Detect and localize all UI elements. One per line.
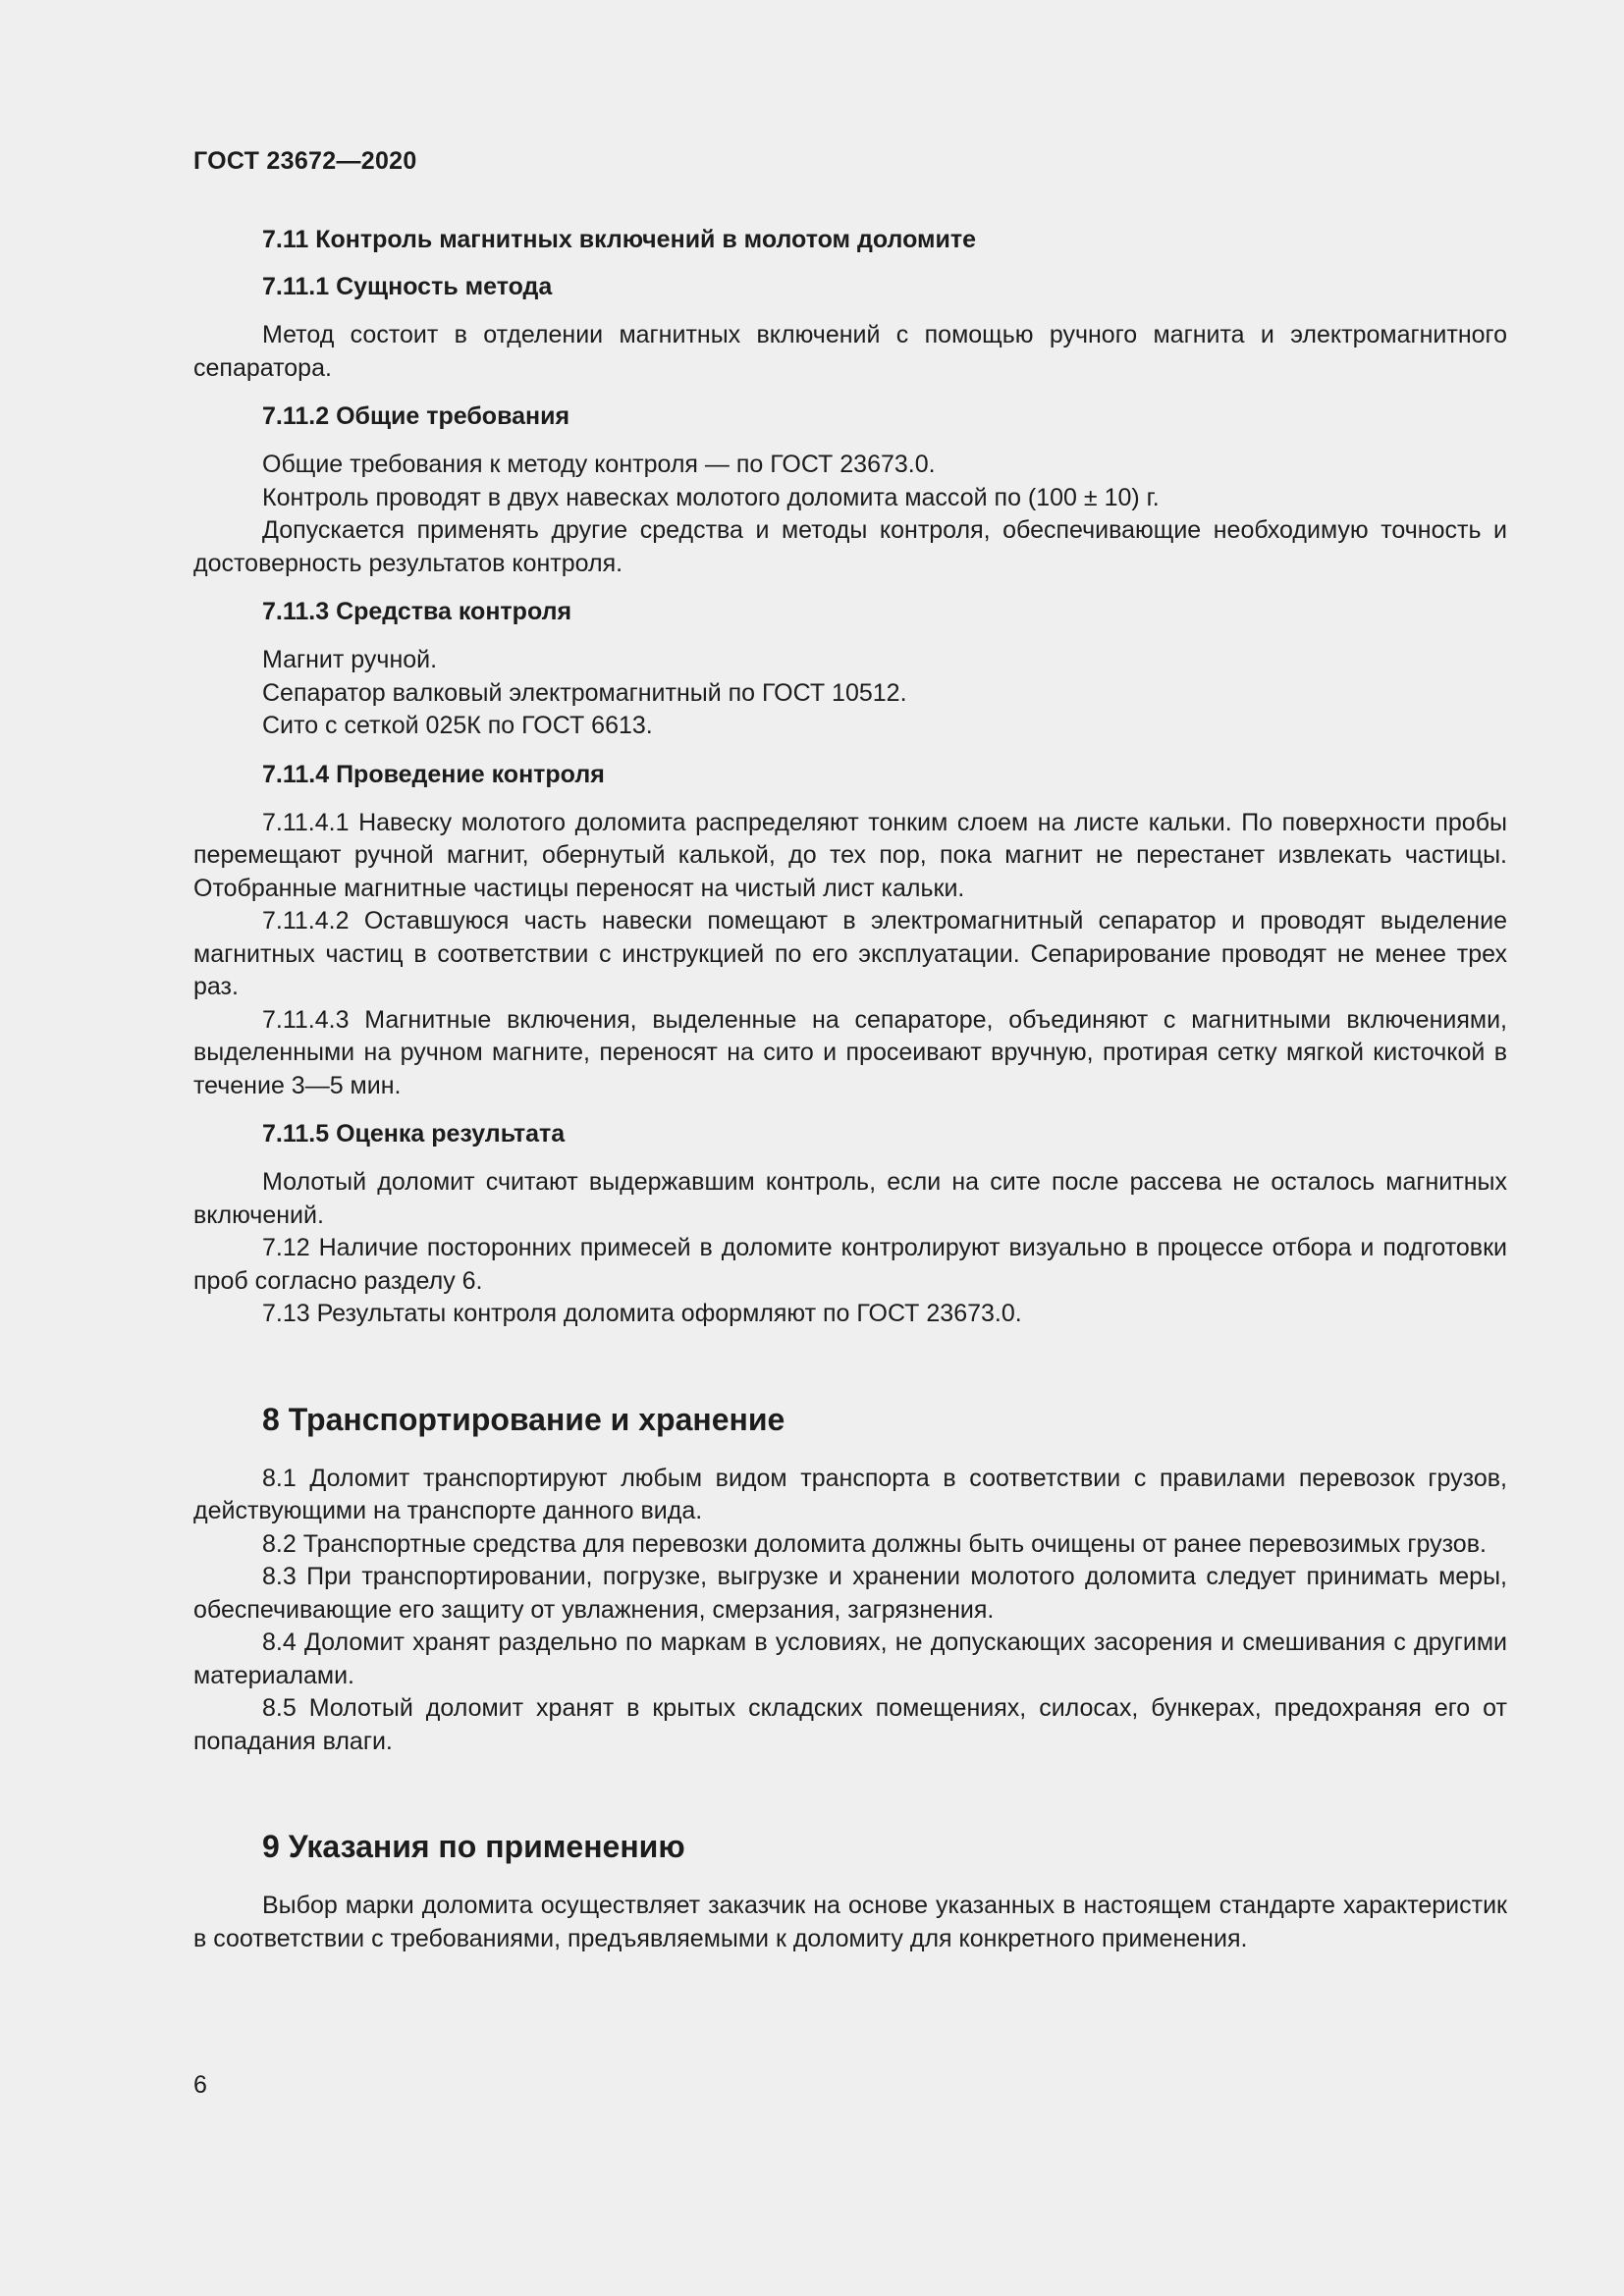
page-content (193, 224, 1507, 1955)
paragraph: Сито с сеткой 025К по ГОСТ 6613. (262, 712, 653, 739)
section-7-11-3-title: 7.11.3 Средства контроля (262, 598, 572, 625)
section-8-title: 8 Транспортирование и хранение (262, 1401, 785, 1437)
section-7-11-title: 7.11 Контроль магнитных включений в молотом доломите (262, 226, 977, 253)
paragraph: Общие требования к методу контроля — по ГОСТ 23673.0. (262, 451, 936, 478)
paragraph: 8.2 Транспортные средства для перевозки доломита должны быть очищены от ранее перевозимых грузов. (262, 1529, 1487, 1558)
section-7-11-2-title: 7.11.2 Общие требования (262, 402, 570, 430)
section-9-title: 9 Указания по применению (262, 1829, 685, 1864)
paragraph: 8.3 При транспортировании, погрузке, выгрузке и хранении молотого доломита следует принимать меры, обеспечивающие его защиту от увлажнения, смерзания, загрязнения. (193, 1563, 1507, 1624)
paragraph: Метод состоит в отделении магнитных включений с помощью ручного магнита и электромагнитного сепаратора. (193, 321, 1507, 382)
paragraph: Магнит ручной. (262, 646, 438, 673)
section-7-11-1-title: 7.11.1 Сущность метода (262, 273, 553, 300)
paragraph: Сепаратор валковый электромагнитный по ГОСТ 10512. (262, 678, 907, 707)
paragraph: Молотый доломит считают выдержавшим контроль, если на сите после рассева не осталось магнитных включений. (193, 1168, 1507, 1229)
standard-code-header: ГОСТ 23672—2020 (193, 147, 417, 175)
paragraph: 7.11.4.3 Магнитные включения, выделенные на сепараторе, объединяют с магнитными включениями, выделенными на ручном магните, переносят на сито и просеивают вручную, протирая сетку мягкой кисточкой в течение 3—5 мин. (193, 1005, 1507, 1099)
section-7-11-5-title: 7.11.5 Оценка результата (262, 1120, 566, 1148)
paragraph: 8.4 Доломит хранят раздельно по маркам в условиях, не допускающих засорения и смешивания с другими материалами. (193, 1629, 1507, 1689)
paragraph: 7.12 Наличие посторонних примесей в доломите контролируют визуально в процессе отбора и подготовки проб согласно разделу 6. (193, 1234, 1507, 1295)
paragraph: 7.11.4.2 Оставшуюся часть навески помещают в электромагнитный сепаратор и проводят выделение магнитных частиц в соответствии с инструкцией по его эксплуатации. Сепарирование проводят не менее трех раз. (193, 907, 1507, 1000)
section-7-11-4-title: 7.11.4 Проведение контроля (262, 760, 605, 788)
paragraph: Выбор марки доломита осуществляет заказчик на основе указанных в настоящем стандарте характеристик в соответствии с требованиями, предъявляемыми к доломиту для конкретного применения. (193, 1892, 1507, 1952)
paragraph: 7.13 Результаты контроля доломита оформляют по ГОСТ 23673.0. (262, 1300, 1022, 1327)
page-number: 6 (193, 2071, 207, 2099)
document-page (193, 0, 1507, 2296)
paragraph: 7.11.4.1 Навеску молотого доломита распределяют тонким слоем на листе кальки. По поверхности пробы перемещают ручной магнит, обернутый калькой, до тех пор, пока магнит не перестанет извлекать частицы. Отобранные магнитные частицы переносят на чистый лист кальки. (193, 808, 1507, 902)
paragraph: Допускается применять другие средства и методы контроля, обеспечивающие необходимую точность и достоверность результатов контроля. (193, 516, 1507, 577)
paragraph: 8.5 Молотый доломит хранят в крытых складских помещениях, силосах, бункерах, предохраняя его от попадания влаги. (193, 1694, 1507, 1755)
paragraph: 8.1 Доломит транспортируют любым видом транспорта в соответствии с правилами перевозок грузов, действующими на транспорте данного вида. (193, 1464, 1507, 1524)
paragraph: Контроль проводят в двух навесках молотого доломита массой по (100 ± 10) г. (262, 483, 1160, 511)
